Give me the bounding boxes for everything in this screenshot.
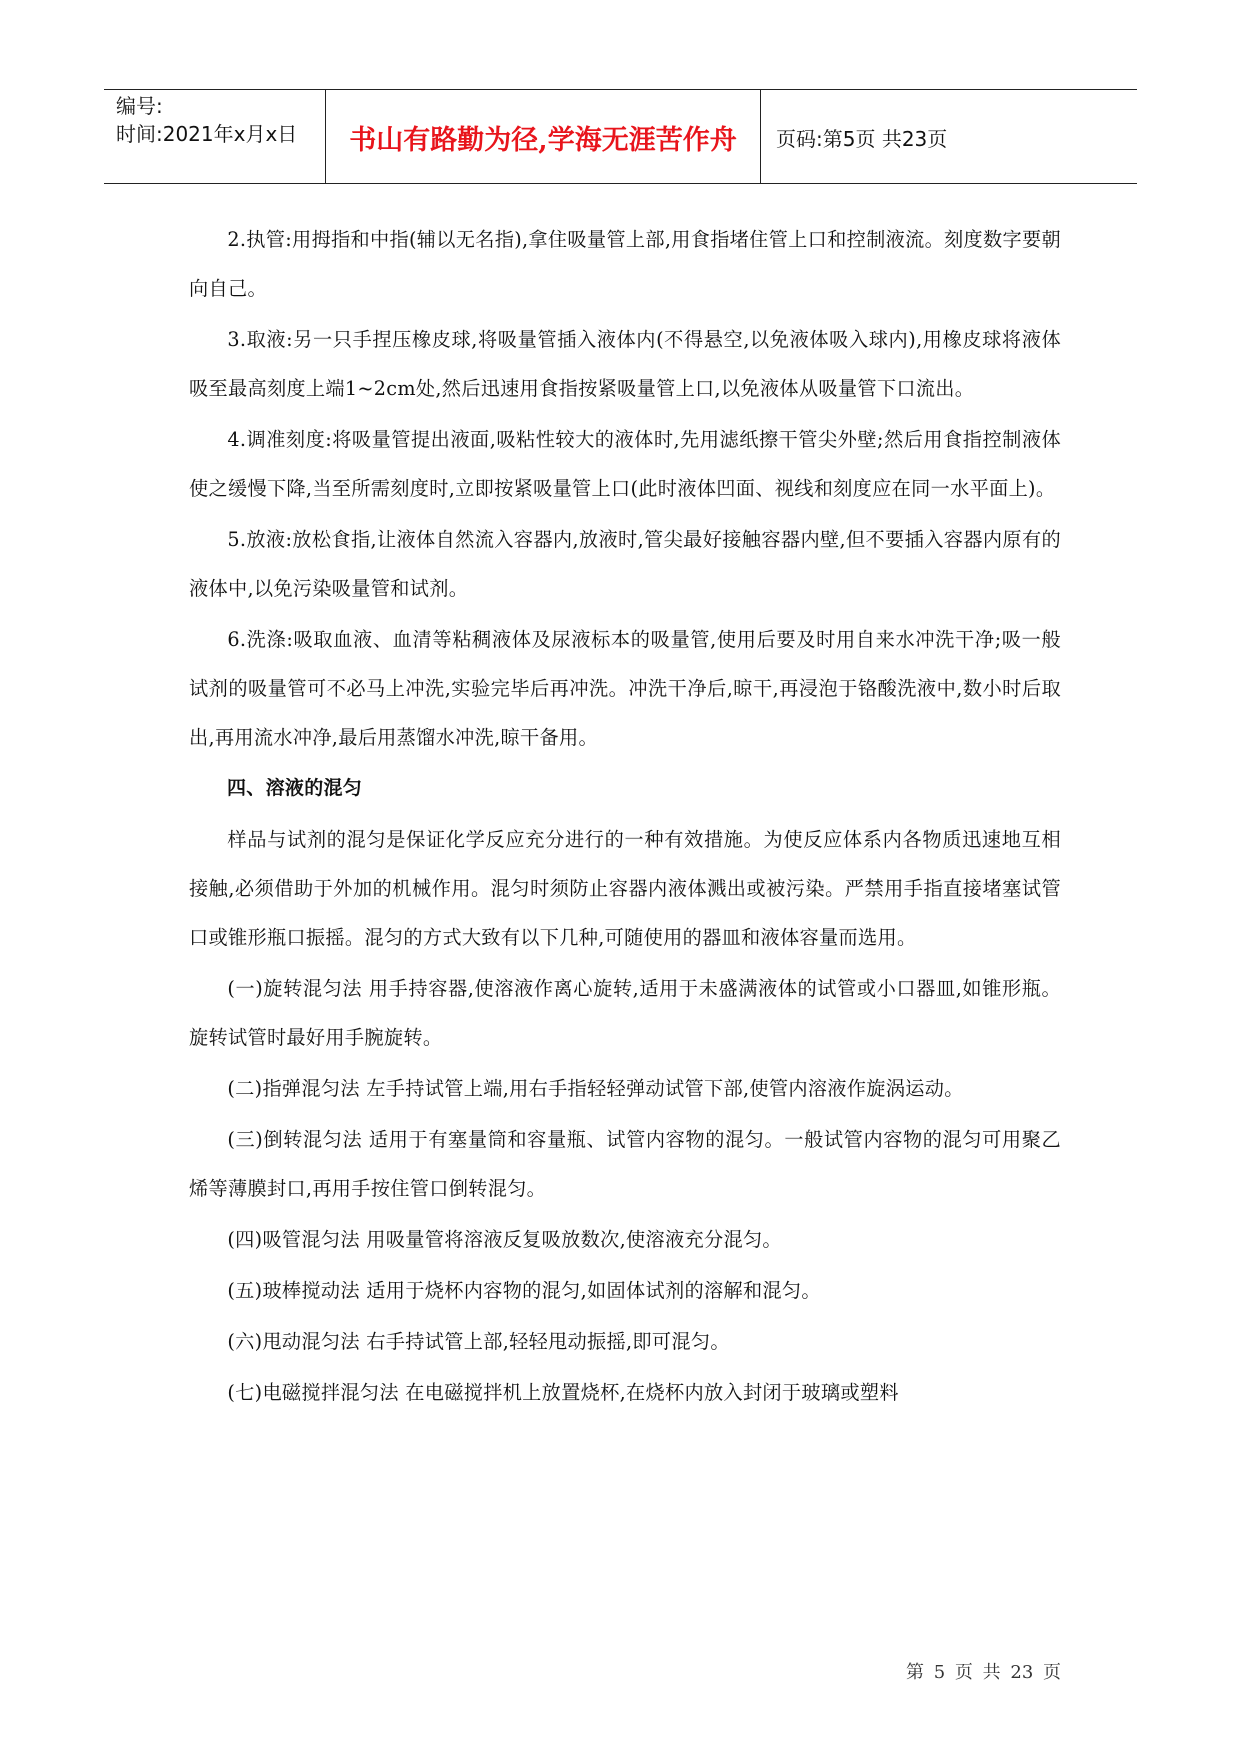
page-footer: 第 5 页 共 23 页 (906, 1662, 1061, 1683)
header-divider-right (760, 90, 761, 183)
paragraph: 4.调准刻度:将吸量管提出液面,吸粘性较大的液体时,先用滤纸擦干管尖外壁;然后用食指控制液体使之缓慢下降,当至所需刻度时,立即按紧吸量管上口(此时液体凹面、视线和刻度应在同一水平面上)。 (189, 428, 1061, 500)
section-heading: 四、溶液的混匀 (227, 777, 363, 799)
document-time-label: 时间:2021年x月x日 (116, 122, 298, 146)
method-paragraph: (五)玻棒搅动法 适用于烧杯内容物的混匀,如固体试剂的溶解和混匀。 (227, 1279, 821, 1302)
method-paragraph: (二)指弹混匀法 左手持试管上端,用右手指轻轻弹动试管下部,使管内溶液作旋涡运动。 (227, 1077, 964, 1100)
paragraph: 样品与试剂的混匀是保证化学反应充分进行的一种有效措施。为使反应体系内各物质迅速地互相接触,必须借助于外加的机械作用。混匀时须防止容器内液体溅出或被污染。严禁用手指直接堵塞试管口或锥形瓶口振摇。混匀的方式大致有以下几种,可随使用的器皿和液体容量而选用。 (189, 828, 1061, 949)
document-body (189, 215, 1061, 1419)
method-paragraph: (六)甩动混匀法 右手持试管上部,轻轻甩动振摇,即可混匀。 (227, 1330, 730, 1353)
method-paragraph: (一)旋转混匀法 用手持容器,使溶液作离心旋转,适用于未盛满液体的试管或小口器皿,如锥形瓶。旋转试管时最好用手腕旋转。 (189, 977, 1061, 1049)
method-paragraph: (四)吸管混匀法 用吸量管将溶液反复吸放数次,使溶液充分混匀。 (227, 1228, 782, 1251)
paragraph: 2.执管:用拇指和中指(辅以无名指),拿住吸量管上部,用食指堵住管上口和控制液流。刻度数字要朝向自己。 (189, 228, 1061, 300)
paragraph: 5.放液:放松食指,让液体自然流入容器内,放液时,管尖最好接触容器内壁,但不要插入容器内原有的液体中,以免污染吸量管和试剂。 (189, 528, 1061, 600)
paragraph: 3.取液:另一只手捏压橡皮球,将吸量管插入液体内(不得悬空,以免液体吸入球内),用橡皮球将液体吸至最高刻度上端1~2cm处,然后迅速用食指按紧吸量管上口,以免液体从吸量管下口流出。 (189, 328, 1061, 400)
header-motto: 书山有路勤为径,学海无涯苦作舟 (349, 125, 737, 156)
method-paragraph: (七)电磁搅拌混匀法 在电磁搅拌机上放置烧杯,在烧杯内放入封闭于玻璃或塑料 (227, 1381, 899, 1404)
document-number-label: 编号: (116, 94, 163, 118)
paragraph: 6.洗涤:吸取血液、血清等粘稠液体及尿液标本的吸量管,使用后要及时用自来水冲洗干净;吸一般试剂的吸量管可不必马上冲洗,实验完毕后再冲洗。冲洗干净后,晾干,再浸泡于铬酸洗液中,数小时后取出,再用流水冲净,最后用蒸馏水冲洗,晾干备用。 (189, 628, 1061, 749)
header-page-info: 页码:第5页 共23页 (776, 127, 948, 151)
page-header (104, 89, 1137, 184)
method-paragraph: (三)倒转混匀法 适用于有塞量筒和容量瓶、试管内容物的混匀。一般试管内容物的混匀可用聚乙烯等薄膜封口,再用手按住管口倒转混匀。 (189, 1128, 1061, 1200)
